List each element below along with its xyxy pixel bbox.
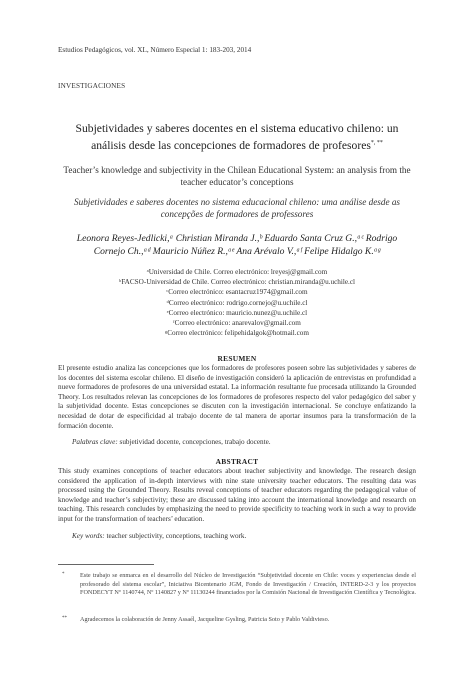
- keywords-value: subjetividad docente, concepciones, trabajo docente.: [119, 438, 271, 446]
- affiliation-item: ᵇFACSO-Universidad de Chile. Correo electrónico: christian.miranda@u.uchile.cl: [118, 278, 356, 287]
- author-line: Cornejo Ch.,ᵃᵈ Mauricio Núñez R.,ᵃᵉ Ana Arévalo V.,ᵃᶠ Felipe Hidalgo K.ᵃᵍ: [93, 245, 381, 257]
- resumen-heading: RESUMEN: [217, 354, 257, 363]
- footnote-mark: **: [62, 616, 67, 621]
- title-portuguese: Subjetividades e saberes docentes no sistema educacional chileno: uma análise desde as concepções de formadores de professores: [74, 197, 400, 219]
- abstract-heading: ABSTRACT: [215, 457, 259, 466]
- affiliation-item: ᵍCorreo electrónico: felipehidalgok@hotmail.com: [165, 329, 309, 338]
- footnote-divider: [58, 564, 154, 565]
- keywords-label: Palabras clave:: [72, 438, 118, 446]
- abstract-text: This study examines conceptions of teacher educators about teacher subjectivity and knowledge. The research design considered the application of in-depth interviews with nine state university teacher educators. The resulting data was processed using the Grounded Theory. Results reveal conceptions of teacher educators regarding the pedagogical value of knowledge and teacher’s subjectivity; these are discussed taking into account the international knowledge and research on teaching. This research concludes by emphasizing the need to provide specificity to teaching work in such a way to provide input for the transformation of teachers’ education.: [58, 467, 416, 523]
- journal-citation: Estudios Pedagógicos, vol. XL, Número Especial 1: 183-203, 2014: [58, 46, 252, 54]
- title-spanish: [58, 122, 416, 153]
- author-line: Leonora Reyes-Jedlicki,ᵃ Christian Miranda J.,ᵇ Eduardo Santa Cruz G.,ᵃᶜ Rodrigo: [76, 233, 398, 244]
- title-spanish-text: Subjetividades y saberes docentes en el sistema educativo chileno: un análisis desde las concepciones de formadores de profesores: [75, 122, 399, 152]
- resumen-text: El presente estudio analiza las concepciones que los formadores de profesores poseen sobre las subjetividades y saberes de los docentes del sistema escolar chileno. El diseño de investigación consideró la aplicación de entrevistas en profundidad a nueve formadores de profesores de una universidad estatal. La información resultante fue procesada utilizando la Grounded Theory. Los resultados relevan las concepciones de los formadores de profesores respecto del valor pedagógico del saber y la subjetividad docente. Estas concepciones se discuten con la investigación internacional. Se concluye enfatizando la necesidad de dotar de especificidad al trabajo docente de tal manera de aportar insumos para la transformación de la formación docente.: [58, 364, 416, 430]
- affiliation-item: ᵈCorreo electrónico: rodrigo.cornejo@u.uchile.cl: [166, 298, 308, 307]
- title-footnote-marks: *, **: [370, 140, 383, 146]
- affiliation-list: [58, 267, 416, 338]
- abstract-keywords: [72, 532, 246, 540]
- author-list: [58, 233, 416, 258]
- section-label: INVESTIGACIONES: [58, 82, 126, 90]
- affiliation-item: ᵃUniversidad de Chile. Correo electrónico: lreyesj@gmail.com: [146, 268, 328, 276]
- resumen-keywords: [72, 438, 271, 446]
- affiliation-item: ᶜCorreo electrónico: esantacruz1974@gmail.com: [166, 288, 308, 297]
- keywords-label: Key words:: [72, 532, 105, 540]
- title-english: Teacher’s knowledge and subjectivity in the Chilean Educational System: an analysis from the teacher educator’s conceptions: [63, 165, 411, 187]
- footnote: [58, 616, 416, 625]
- affiliation-item: ᵉCorreo electrónico: mauricio.nunez@u.uchile.cl: [166, 308, 308, 317]
- footnote-mark: *: [62, 572, 65, 577]
- footnote-text: Este trabajo se enmarca en el desarrollo del Núcleo de Investigación “Subjetividad docente en Chile: voces y experiencias desde el profesorado del sistema escolar”, Iniciativa Bicentenario JGM, Fondo de Investigación / Creación, INTERD-2-3 y los proyectos FONDECYT Nº 1140744, Nº 1140827 y Nº 11130244 financiados por la Comisión Nacional de Investigación Científica y Tecnológica.: [80, 572, 417, 597]
- affiliation-item: ᶠCorreo electrónico: anarevalov@gmail.com: [173, 319, 301, 328]
- keywords-value: teacher subjectivity, conceptions, teaching work.: [106, 532, 247, 540]
- footnote: [58, 572, 416, 598]
- footnote-text: Agradecemos la colaboración de Jenny Assaél, Jacqueline Gysling, Patricia Soto y Pablo Valdivieso.: [80, 616, 330, 623]
